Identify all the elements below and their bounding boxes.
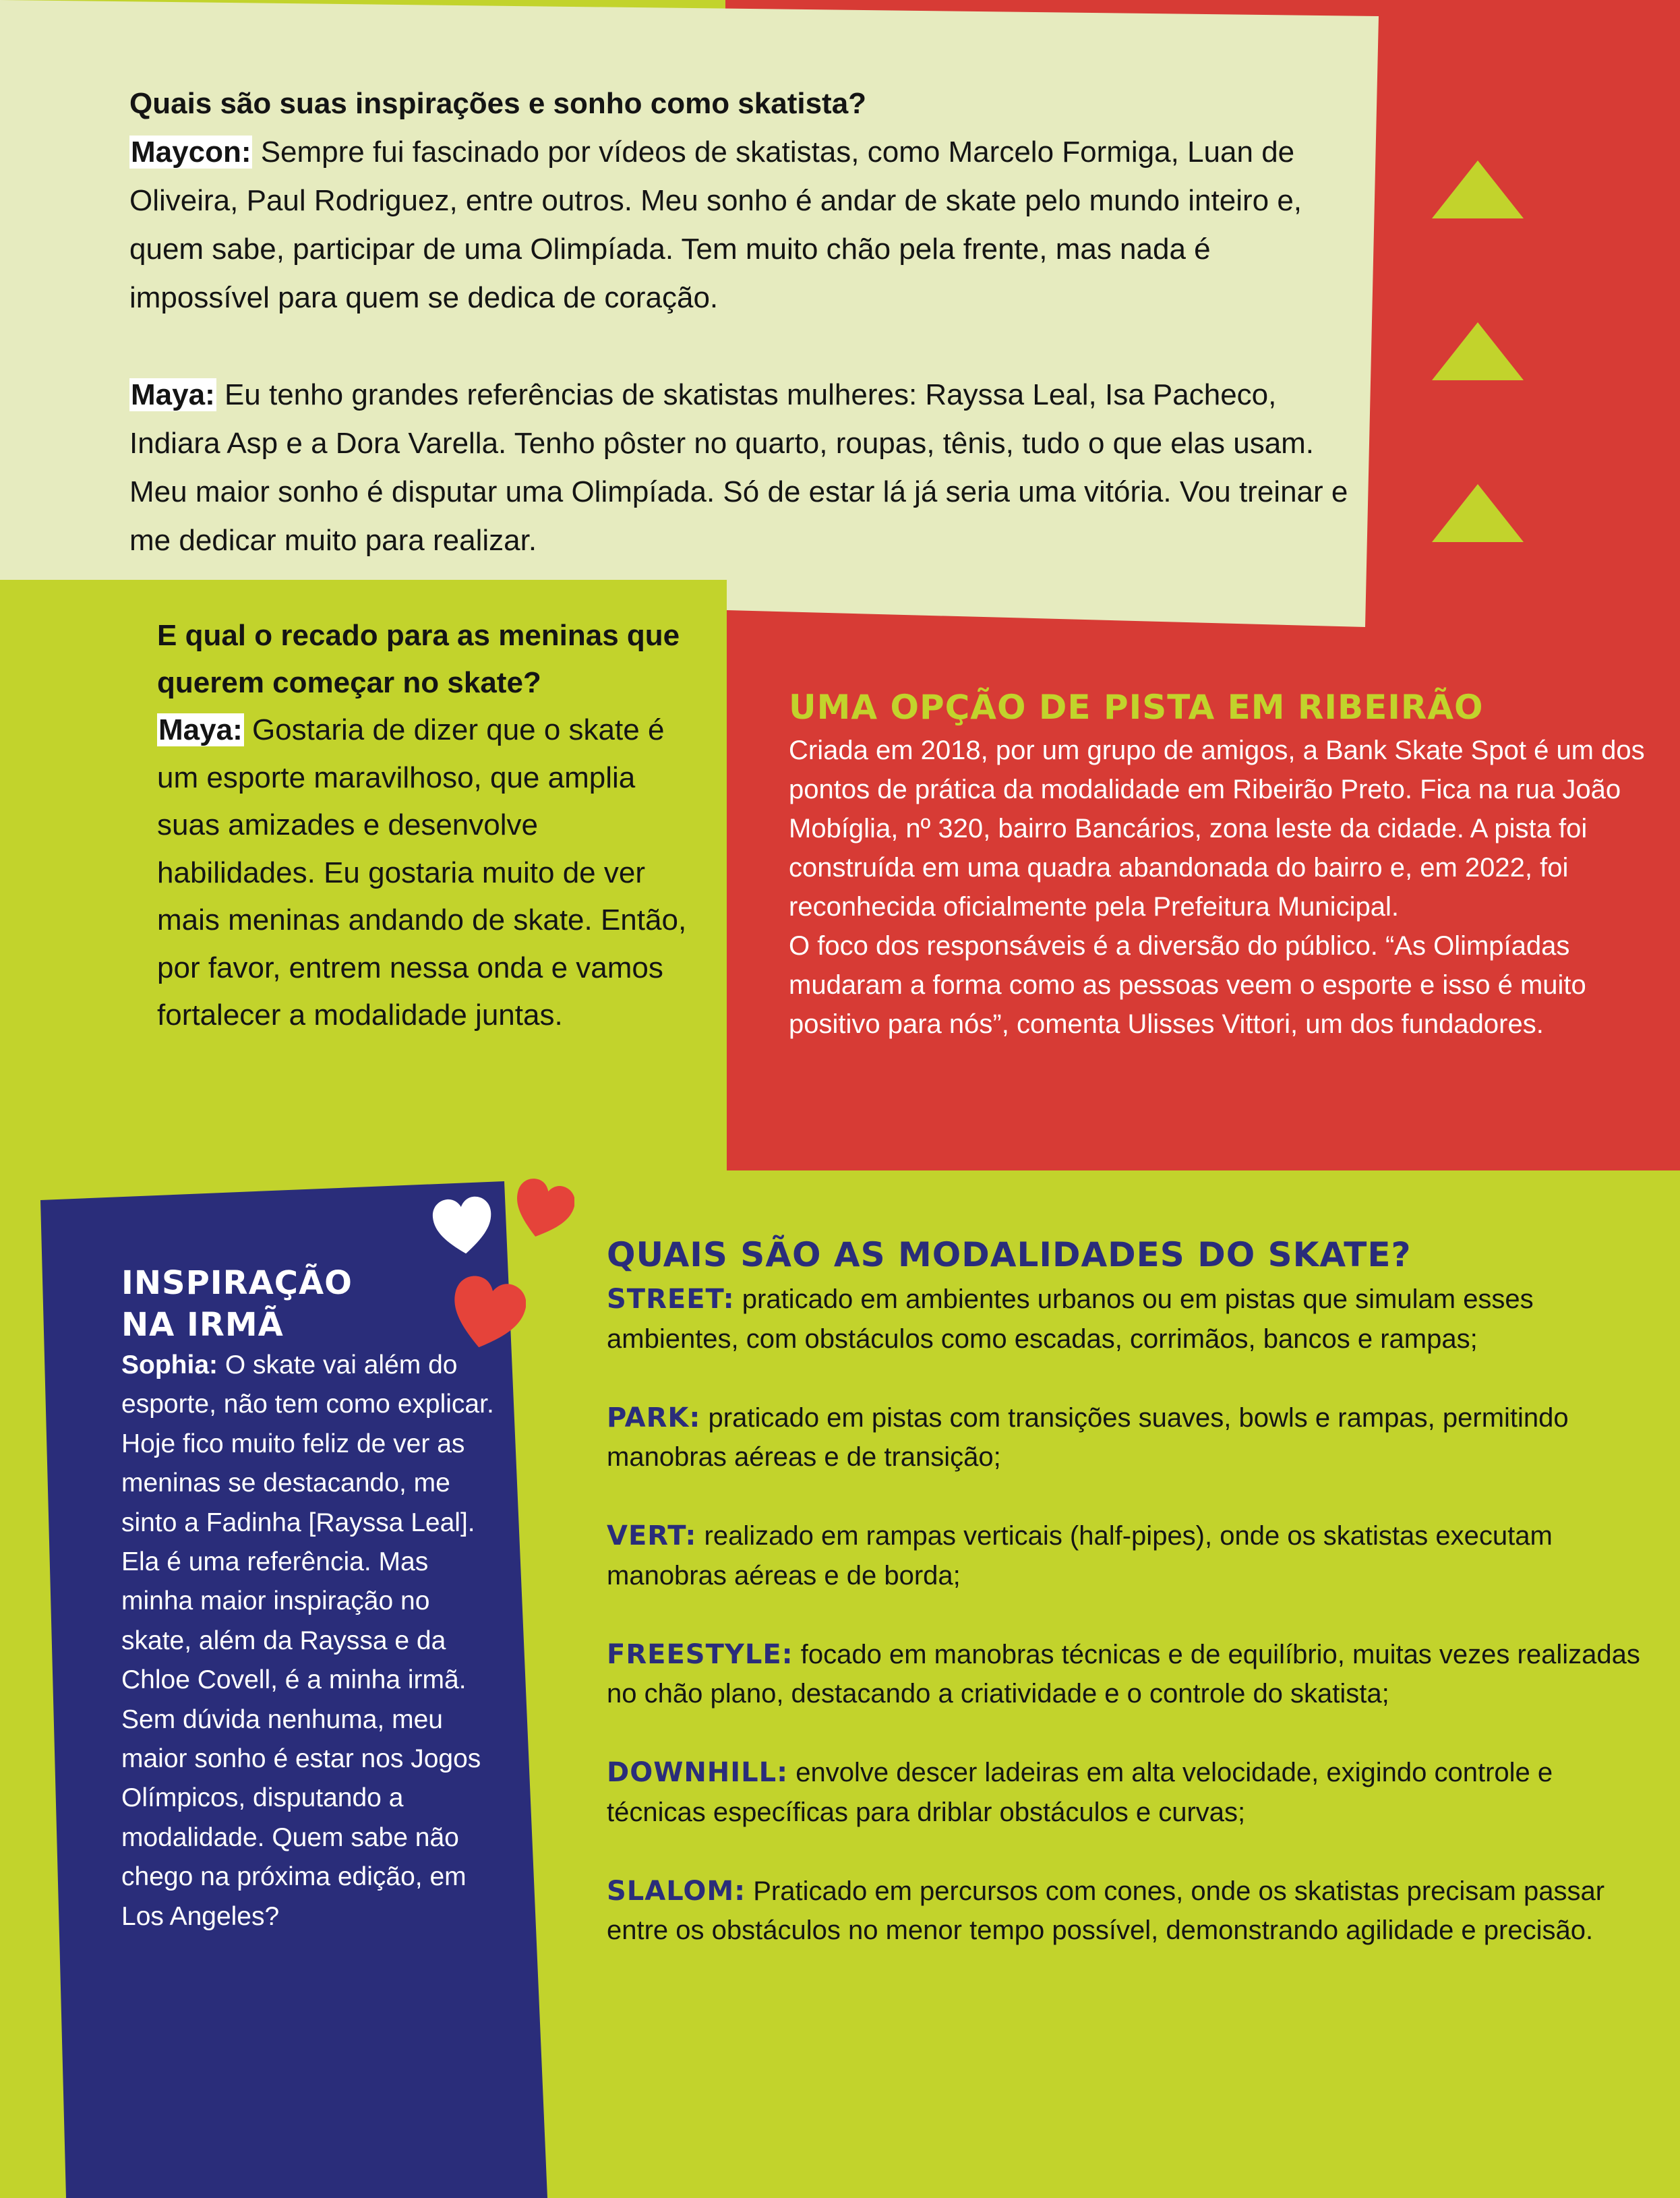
speaker-label: Maya: [158, 713, 243, 746]
interview-question: Quais são suas inspirações e sonho como skatista? [129, 87, 867, 120]
heart-icon [431, 1192, 495, 1262]
advice-answer-paragraph [157, 707, 696, 1040]
title-line: INSPIRAÇÃO [121, 1264, 353, 1302]
modality-name: DOWNHILL: [607, 1757, 789, 1788]
maycon-answer-paragraph [129, 128, 1356, 322]
answer-text: Gostaria de dizer que o skate é um esporte maravilhoso, que amplia suas amizades e desenvolve habilidades. Eu gostaria muito de ver mais meninas andando de skate. Então, por favor, entrem nessa onda e vamos fortalecer a modalidade juntas. [157, 713, 687, 1032]
modality-description: praticado em ambientes urbanos ou em pistas que simulam esses ambientes, com obstáculos como escadas, corrimãos, bancos e rampas; [607, 1284, 1534, 1354]
triangle-icon [1432, 322, 1524, 380]
irma-section [121, 1262, 499, 1936]
paragraph: O foco dos responsáveis é a diversão do público. “As Olimpíadas mudaram a forma como as pessoas veem o esporte e isso é muito positivo para nós”, comenta Ulisses Vittori, um dos fundadores. [789, 931, 1586, 1039]
list-item [607, 1635, 1658, 1714]
modality-description: praticado em pistas com transições suaves, bowls e rampas, permitindo manobras aéreas e de transição; [607, 1402, 1569, 1472]
modality-name: PARK: [607, 1402, 701, 1433]
heart-icon [511, 1176, 574, 1246]
paragraph: Criada em 2018, por um grupo de amigos, a Bank Skate Spot é um dos pontos de prática da modalidade em Ribeirão Preto. Fica na rua João Mobíglia, nº 320, bairro Bancários, zona leste da cidade. A pista foi construída em uma quadra abandonada do bairro e, em 2022, foi reconhecida oficialmente pela Prefeitura Municipal. [789, 736, 1645, 922]
answer-text: O skate vai além do esporte, não tem como explicar. Hoje fico muito feliz de ver as meninas se destacando, me sinto a Fadinha [Rayssa Leal]. Ela é uma referência. Mas minha maior inspiração no skate, além da Rayssa e da Chloe Covell, é a minha irmã. Sem dúvida nenhuma, meu maior sonho é estar nos Jogos Olímpicos, disputando a modalidade. Quem sabe não chego na próxima edição, em Los Angeles? [121, 1350, 494, 1931]
advice-question: E qual o recado para as meninas que querem começar no skate? [157, 619, 680, 699]
modality-name: STREET: [607, 1284, 735, 1315]
list-item [607, 1280, 1658, 1359]
triangle-icon [1432, 160, 1524, 218]
answer-text: Sempre fui fascinado por vídeos de skatistas, como Marcelo Formiga, Luan de Oliveira, Paul Rodriguez, entre outros. Meu sonho é andar de skate pelo mundo inteiro e, quem sabe, participar de uma Olimpíada. Tem muito chão pela frente, mas nada é impossível para quem se dedica de coração. [129, 136, 1302, 314]
speaker-label: Maya: [131, 378, 215, 411]
list-item [607, 1753, 1658, 1832]
section-title: QUAIS SÃO AS MODALIDADES DO SKATE? [607, 1235, 1412, 1274]
speaker-label: Sophia: [121, 1350, 218, 1379]
modality-name: FREESTYLE: [607, 1638, 793, 1670]
advice-section [157, 612, 696, 1040]
answer-text: Eu tenho grandes referências de skatistas mulheres: Rayssa Leal, Isa Pacheco, Indiara Asp e a Dora Varella. Tenho pôster no quarto, roupas, tênis, tudo o que elas usam. Meu maior sonho é disputar uma Olimpíada. Só de estar lá já seria uma vitória. Vou treinar e me dedicar muito para realizar. [129, 378, 1348, 557]
modality-name: VERT: [607, 1520, 697, 1551]
modality-description: realizado em rampas verticais (half-pipes), onde os skatistas executam manobras aéreas e de borda; [607, 1521, 1553, 1591]
list-item [607, 1872, 1658, 1951]
title-line: NA IRMÃ [121, 1306, 284, 1344]
list-item [607, 1516, 1658, 1595]
list-item [607, 1398, 1658, 1477]
section-body [789, 731, 1645, 1044]
section-title: UMA OPÇÃO DE PISTA EM RIBEIRÃO [789, 688, 1484, 727]
modality-description: focado em manobras técnicas e de equilíbrio, muitas vezes realizadas no chão plano, destacando a criatividade e o controle do skatista; [607, 1639, 1640, 1709]
triangle-icon [1432, 484, 1524, 542]
section-body [121, 1346, 499, 1936]
pista-section [789, 684, 1645, 1044]
modalidades-section [607, 1231, 1658, 1990]
modality-description: Praticado em percursos com cones, onde os skatistas precisam passar entre os obstáculos no menor tempo possível, demonstrando agilidade e precisão. [607, 1876, 1605, 1945]
modality-name: SLALOM: [607, 1875, 746, 1907]
maya-answer-paragraph [129, 371, 1356, 565]
interview-section [129, 80, 1356, 565]
speaker-label: Maycon: [131, 136, 251, 169]
section-title [121, 1262, 499, 1346]
modality-description: envolve descer ladeiras em alta velocidade, exigindo controle e técnicas específicas para driblar obstáculos e curvas; [607, 1758, 1553, 1827]
